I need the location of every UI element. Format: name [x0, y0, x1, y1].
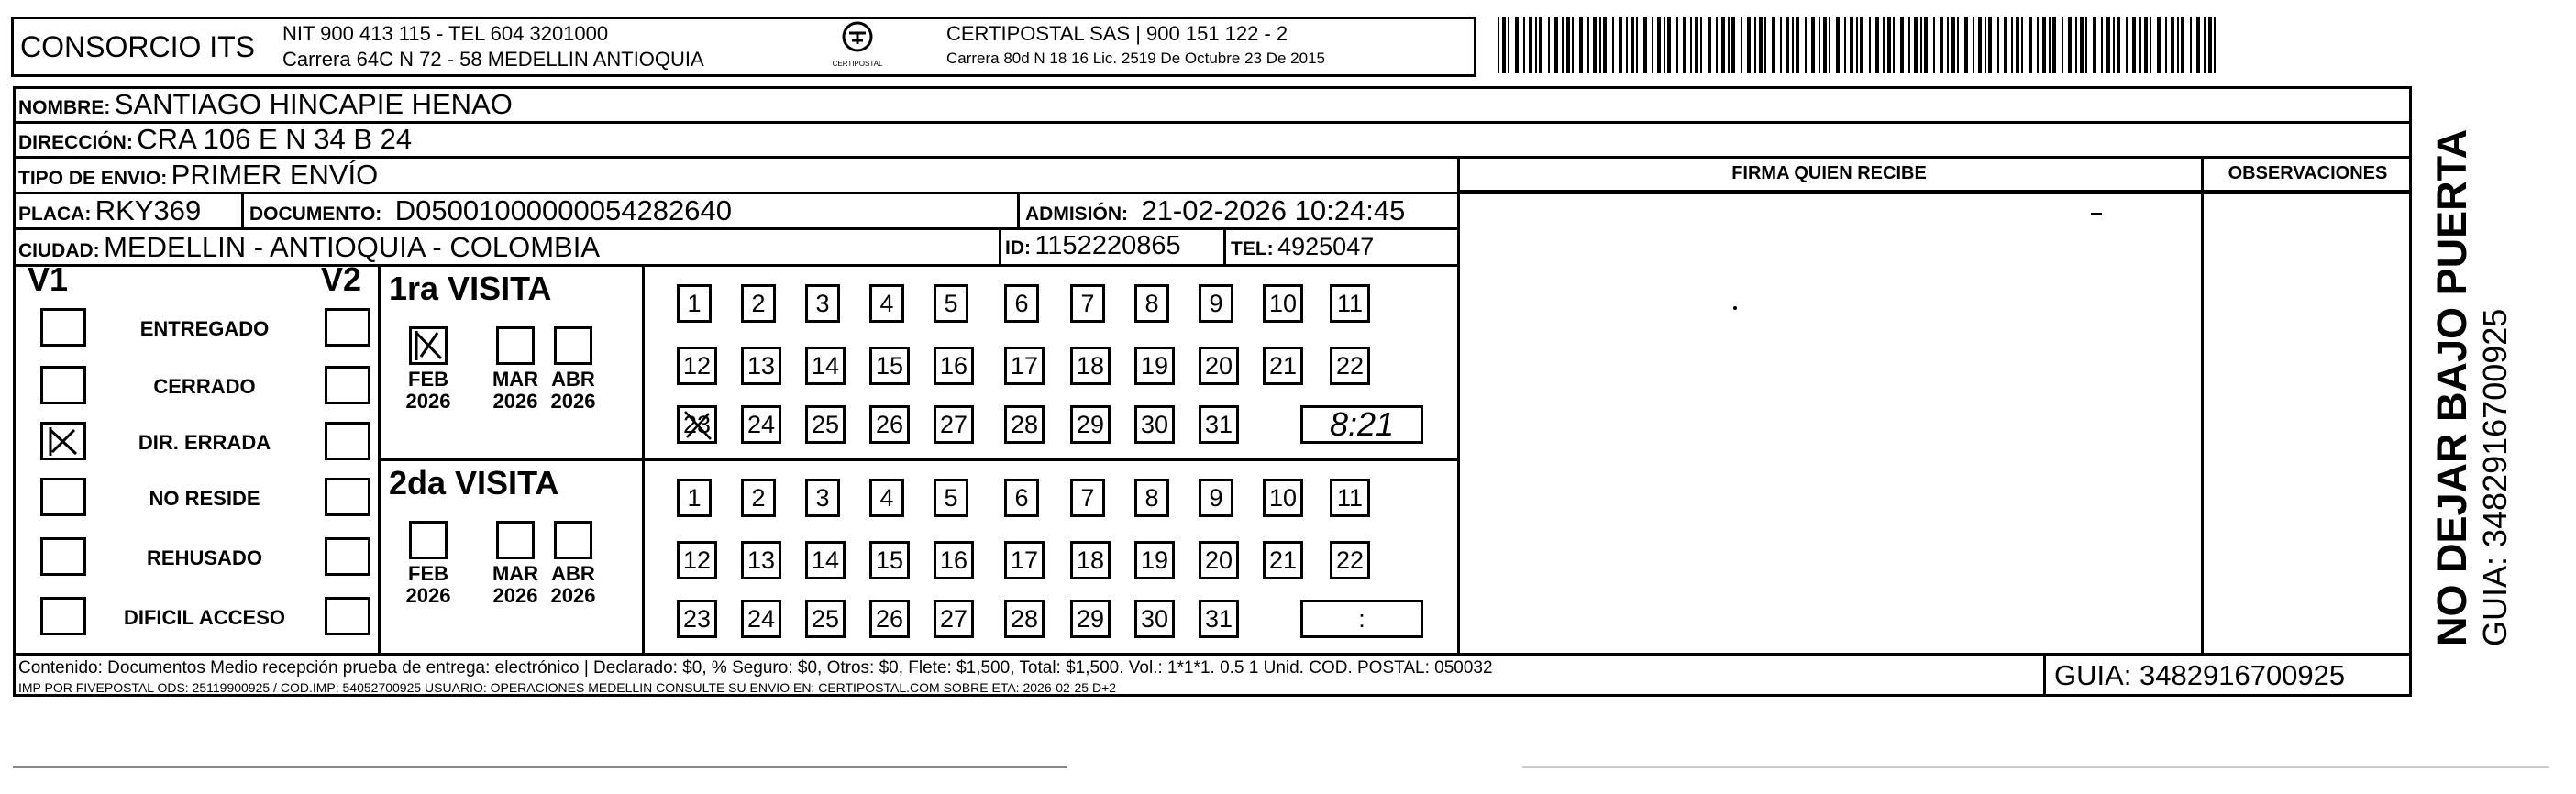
- day-cell[interactable]: 30: [1134, 600, 1175, 638]
- day-cell[interactable]: 25: [805, 600, 846, 638]
- day-cell[interactable]: 1: [677, 479, 712, 517]
- v1-checkbox[interactable]: [40, 422, 86, 460]
- day-cell[interactable]: 13: [741, 347, 781, 385]
- day-cell[interactable]: 31: [1199, 600, 1239, 638]
- status-option-label: REHUSADO: [147, 546, 262, 569]
- month-checkbox[interactable]: [554, 326, 592, 365]
- status-option-label: CERRADO: [153, 375, 256, 398]
- month-label: ABR 2026: [550, 562, 596, 607]
- day-cell[interactable]: 19: [1134, 347, 1175, 385]
- day-cell[interactable]: 15: [869, 541, 910, 579]
- v2-checkbox[interactable]: [325, 366, 370, 404]
- day-cell[interactable]: 11: [1330, 479, 1370, 517]
- day-cell[interactable]: 17: [1004, 541, 1045, 579]
- day-cell[interactable]: 14: [805, 347, 846, 385]
- month-label: FEB 2026: [405, 562, 451, 607]
- month-label: ABR 2026: [550, 368, 596, 413]
- day-cell[interactable]: 24: [741, 405, 781, 444]
- v1-checkbox[interactable]: [40, 308, 86, 347]
- placa-cell: [18, 194, 201, 227]
- admision-cell: [1025, 194, 1405, 227]
- day-cell[interactable]: 9: [1199, 284, 1233, 323]
- tel-label: TEL:: [1231, 238, 1274, 259]
- day-cell[interactable]: 29: [1070, 600, 1111, 638]
- v2-checkbox[interactable]: [325, 597, 370, 635]
- direccion-row: [18, 123, 412, 156]
- signature-mark: [2091, 213, 2102, 215]
- tipo-value: PRIMER ENVÍO: [171, 159, 379, 191]
- month-label: MAR 2026: [492, 562, 539, 607]
- svg-text:CERTIPOSTAL: CERTIPOSTAL: [832, 60, 883, 68]
- day-cell[interactable]: 11: [1330, 284, 1370, 323]
- day-cell[interactable]: 12: [677, 347, 717, 385]
- day-cell[interactable]: 28: [1004, 600, 1045, 638]
- v2-checkbox[interactable]: [325, 422, 370, 460]
- id-label: ID:: [1005, 237, 1031, 259]
- admision-value: 21-02-2026 10:24:45: [1141, 194, 1406, 226]
- day-cell[interactable]: 20: [1199, 347, 1239, 385]
- direccion-value: CRA 106 E N 34 B 24: [137, 123, 413, 155]
- day-cell[interactable]: 7: [1070, 479, 1105, 517]
- tel-value: 4925047: [1277, 233, 1375, 260]
- day-cell[interactable]: 16: [934, 347, 974, 385]
- day-cell[interactable]: 30: [1134, 405, 1175, 444]
- v2-checkbox[interactable]: [325, 537, 370, 576]
- day-cell[interactable]: 21: [1263, 347, 1303, 385]
- day-cell[interactable]: 3: [805, 284, 840, 323]
- barcode: [1498, 17, 2222, 73]
- day-cell[interactable]: 15: [869, 347, 910, 385]
- ciudad-row: [18, 231, 600, 264]
- day-cell[interactable]: 3: [805, 479, 840, 517]
- day-cell[interactable]: 23: [677, 405, 717, 444]
- admision-label: ADMISIÓN:: [1025, 204, 1128, 225]
- day-cell[interactable]: 17: [1004, 347, 1045, 385]
- company-line-1: NIT 900 413 115 - TEL 604 3201000: [282, 22, 609, 45]
- day-cell[interactable]: 23: [677, 600, 717, 638]
- company-line-2: Carrera 64C N 72 - 58 MEDELLIN ANTIOQUIA: [282, 48, 704, 71]
- day-cell[interactable]: 13: [741, 541, 781, 579]
- day-cell[interactable]: 22: [1330, 541, 1370, 579]
- cut-line: [13, 766, 1067, 768]
- day-cell[interactable]: 2: [741, 479, 776, 517]
- day-cell[interactable]: 9: [1199, 479, 1233, 517]
- month-label: FEB 2026: [405, 368, 451, 413]
- cut-line-right: [1522, 766, 2549, 768]
- day-cell[interactable]: 14: [805, 541, 846, 579]
- nombre-row: [18, 88, 513, 121]
- tipo-row: [18, 159, 378, 192]
- status-option-label: NO RESIDE: [149, 487, 260, 510]
- v1-checkbox[interactable]: [40, 366, 86, 404]
- id-cell: [1005, 231, 1181, 261]
- day-cell[interactable]: 12: [677, 541, 717, 579]
- month-checkbox[interactable]: [554, 521, 592, 559]
- day-cell[interactable]: 21: [1263, 541, 1303, 579]
- month-checkbox[interactable]: [409, 521, 448, 559]
- v1-checkbox[interactable]: [40, 478, 86, 516]
- v2-checkbox[interactable]: [325, 308, 370, 347]
- day-cell[interactable]: 4: [869, 284, 904, 323]
- courier-line-2: Carrera 80d N 18 16 Lic. 2519 De Octubre 23 De 2015: [946, 50, 1325, 67]
- day-cell[interactable]: 20: [1199, 541, 1239, 579]
- v2-label: V2: [321, 260, 362, 298]
- time-field[interactable]: :: [1300, 600, 1423, 638]
- footer-line-1: Contenido: Documentos Medio recepción prueba de entrega: electrónico | Declarado: $0, % Seguro: $0, Otros: $0, Flete: $1,500, Total: $1,500. Vol.: 1*1*1. 0.5 1 Unid. COD. POSTAL: 050032: [18, 658, 1493, 678]
- month-label: MAR 2026: [492, 368, 539, 413]
- day-cell[interactable]: 7: [1070, 284, 1105, 323]
- day-cell[interactable]: 22: [1330, 347, 1370, 385]
- day-cell[interactable]: 26: [869, 405, 910, 444]
- side-text: [2428, 96, 2557, 646]
- id-value: 1152220865: [1034, 231, 1181, 260]
- day-cell[interactable]: 8: [1134, 479, 1169, 517]
- month-checkbox[interactable]: [496, 521, 535, 559]
- side-guia: GUIA: 3482916700925: [2476, 308, 2514, 646]
- day-cell[interactable]: 16: [934, 541, 974, 579]
- tel-cell: [1231, 233, 1374, 261]
- signature-dot: [1733, 306, 1737, 310]
- documento-value: D05001000000054282640: [394, 194, 732, 226]
- day-cell[interactable]: 18: [1070, 347, 1111, 385]
- status-option-label: ENTREGADO: [139, 317, 270, 340]
- day-cell[interactable]: 24: [741, 600, 781, 638]
- company-name: CONSORCIO ITS: [20, 30, 256, 63]
- day-cell[interactable]: 29: [1070, 405, 1111, 444]
- direccion-label: DIRECCIÓN:: [18, 132, 133, 153]
- ciudad-value: MEDELLIN - ANTIOQUIA - COLOMBIA: [104, 231, 600, 263]
- v1-checkbox[interactable]: [40, 537, 86, 576]
- day-cell[interactable]: 5: [934, 479, 968, 517]
- documento-cell: [249, 194, 732, 227]
- month-checkbox[interactable]: [409, 326, 448, 365]
- day-cell[interactable]: 10: [1263, 284, 1303, 323]
- day-cell[interactable]: 8: [1134, 284, 1169, 323]
- day-cell[interactable]: 1: [677, 284, 712, 323]
- day-cell[interactable]: 4: [869, 479, 904, 517]
- day-cell[interactable]: 6: [1004, 479, 1039, 517]
- day-cell[interactable]: 10: [1263, 479, 1303, 517]
- placa-label: PLACA:: [18, 204, 92, 225]
- day-cell[interactable]: 18: [1070, 541, 1111, 579]
- v1-label: V1: [28, 260, 69, 298]
- day-cell[interactable]: 31: [1199, 405, 1239, 444]
- footer-line-2: IMP POR FIVEPOSTAL ODS: 25119900925 / COD.IMP: 54052700925 USUARIO: OPERACIONES MEDELLIN CONSULTE SU ENVIO EN: CERTIPOSTAL.COM SOBRE ETA: 2026-02-25 D+2: [18, 680, 1117, 695]
- day-cell[interactable]: 28: [1004, 405, 1045, 444]
- time-field[interactable]: 8:21: [1300, 405, 1423, 444]
- observaciones-header: OBSERVACIONES: [2228, 163, 2388, 183]
- visit-title: 2da VISITA: [389, 464, 559, 502]
- v1-checkbox[interactable]: [40, 597, 86, 635]
- visit-title: 1ra VISITA: [389, 270, 552, 307]
- day-cell[interactable]: 19: [1134, 541, 1175, 579]
- ciudad-label: CIUDAD:: [18, 240, 100, 261]
- tipo-label: TIPO DE ENVIO:: [18, 168, 168, 189]
- nombre-value: SANTIAGO HINCAPIE HENAO: [114, 88, 513, 120]
- day-cell[interactable]: 27: [934, 405, 974, 444]
- firma-header: FIRMA QUIEN RECIBE: [1731, 163, 1927, 183]
- day-cell[interactable]: 26: [869, 600, 910, 638]
- nombre-label: NOMBRE:: [18, 97, 111, 118]
- placa-value: RKY369: [94, 194, 202, 226]
- day-cell[interactable]: 27: [934, 600, 974, 638]
- footer-guia: GUIA: 3482916700925: [2054, 659, 2346, 691]
- status-option-label: DIR. ERRADA: [138, 431, 271, 454]
- month-checkbox[interactable]: [496, 326, 535, 365]
- day-cell[interactable]: 25: [805, 405, 846, 444]
- courier-line-1: CERTIPOSTAL SAS | 900 151 122 - 2: [946, 22, 1288, 45]
- documento-label: DOCUMENTO:: [249, 204, 382, 225]
- v2-checkbox[interactable]: [325, 478, 370, 516]
- certipostal-logo: [830, 20, 885, 73]
- day-cell[interactable]: 5: [934, 284, 968, 323]
- status-option-label: DIFICIL ACCESO: [123, 606, 285, 629]
- day-cell[interactable]: 2: [741, 284, 776, 323]
- side-no-dejar: NO DEJAR BAJO PUERTA: [2428, 128, 2475, 646]
- day-cell[interactable]: 6: [1004, 284, 1039, 323]
